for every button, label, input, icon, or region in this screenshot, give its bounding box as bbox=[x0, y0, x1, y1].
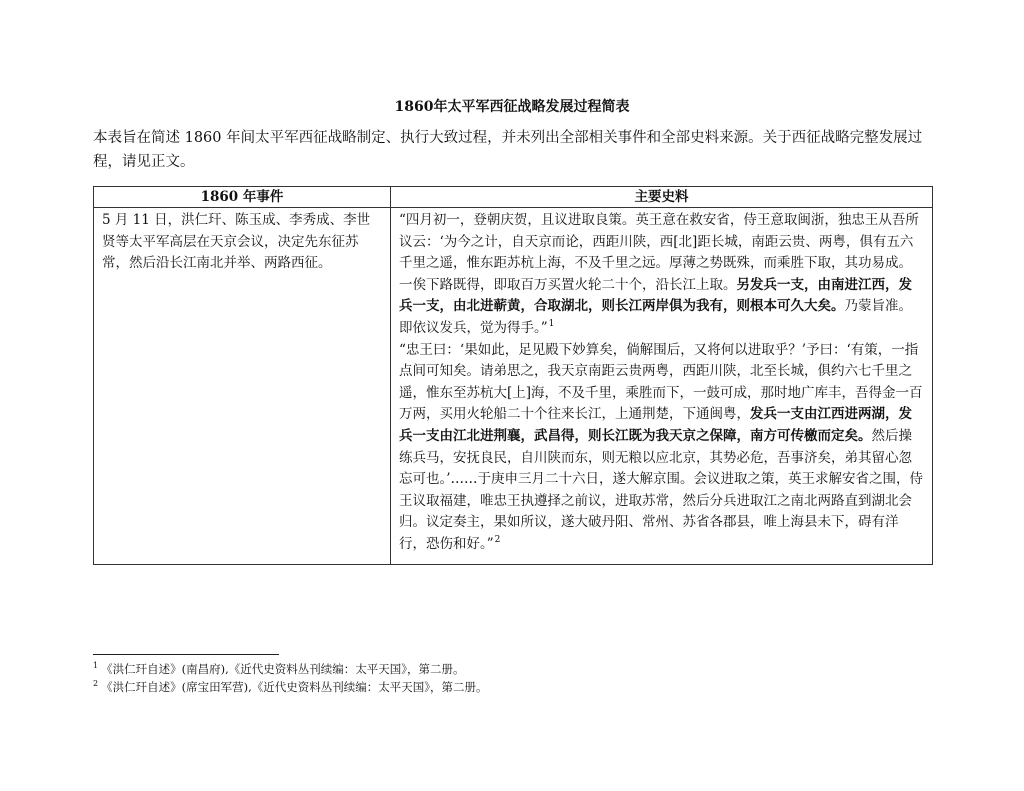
footnote-mark: 1 bbox=[93, 661, 99, 671]
source-quote-2 bbox=[399, 340, 924, 556]
quote-text: 然后操练兵马，安抚良民，自川陕而东，则无粮以应北京，其势必危，吾事济矣，弟其留心忽忘可也。’……于庚申三月二十六日，遂大解京围。会议进取之策，英王求解安省之围，侍王议取福建，唯忠王执遵择之前议，进取苏常，然后分兵进取江之南北两路直到湖北会归。议定奏主，果如所议，遂大破丹阳、常州、苏省各郡县，唯上海县未下，碍有洋行，恐伤和好。” bbox=[399, 427, 924, 552]
footnote-mark: 2 bbox=[93, 679, 99, 689]
event-cell bbox=[94, 208, 391, 565]
footnote-text: 《洪仁玕自述》(席宝田军营),《近代史资料丛刊续编：太平天国》，第二册。 bbox=[101, 680, 488, 694]
quote-text: 乃蒙旨准。 即依议发兵，觉为得手。” bbox=[399, 298, 912, 336]
table-row bbox=[94, 208, 933, 565]
source-quote-1 bbox=[399, 210, 924, 340]
footnote-ref: 1 bbox=[548, 319, 555, 330]
intro-paragraph: 本表旨在简述 1860 年间太平军西征战略制定、执行大致过程，并未列出全部相关事件和全部史料来源。关于西征战略完整发展过程，请见正文。 bbox=[93, 130, 923, 170]
header-sources: 主要史料 bbox=[391, 187, 933, 208]
footnote bbox=[93, 660, 933, 678]
footnotes bbox=[93, 660, 933, 696]
events-table bbox=[93, 186, 933, 565]
footnote-ref: 2 bbox=[494, 535, 501, 546]
header-events: 1860 年事件 bbox=[94, 187, 391, 208]
document-title: 1860年太平军西征战略发展过程简表 bbox=[394, 99, 630, 115]
quote-text: “四月初一，登朝庆贺，且议进取良策。英王意在救安省，侍王意取闽浙，独忠王从吾所议云：‘为今之计，自天京而论，西距川陕，西[北]距长城，南距云贵、两粤，俱有五六千里之遥，惟东距苏杭上海，不及千里之远。厚薄之势既殊，而乘胜下取，其功易成。一俟下路既得，即取百万买置火轮二十个，沿长江上取。 bbox=[399, 212, 919, 293]
sources-cell bbox=[391, 208, 933, 565]
footnote bbox=[93, 678, 933, 696]
table-header-row bbox=[94, 187, 933, 208]
quote-text: “忠王曰：‘果如此，足见殿下妙算矣，倘解围后，又将何以进取乎？’予曰：‘有策，一指点间可知矣。请弟思之，我天京南距云贵两粤，西距川陕，北至长城，俱约六七千里之遥，惟东至苏杭大[上]海，不及千里，乘胜而下，一鼓可成，那时地广库丰，吾得金一百万两，买用火轮船二十个往来长江，上通荆楚，下通闽粤， bbox=[399, 341, 923, 423]
quote-emphasis: 发兵一支由江西进两湖，发兵一支由江北进荆襄，武昌得，则长江既为我天京之保障，南方可传檄而定矣。 bbox=[399, 406, 912, 444]
event-text: 5 月 11 日，洪仁玕、陈玉成、李秀成、李世贤等太平军高层在天京会议，决定先东征苏常，然后沿长江南北并举、两路西征。 bbox=[102, 212, 371, 272]
quote-emphasis: 另发兵一支，由南进江西，发兵一支，由北进蕲黄，合取湖北，则长江两岸俱为我有，则根本可久大矣。 bbox=[399, 276, 912, 315]
footnote-text: 《洪仁玕自述》(南昌府),《近代史资料丛刊续编：太平天国》，第二册。 bbox=[101, 662, 465, 676]
footnote-divider bbox=[93, 654, 279, 655]
